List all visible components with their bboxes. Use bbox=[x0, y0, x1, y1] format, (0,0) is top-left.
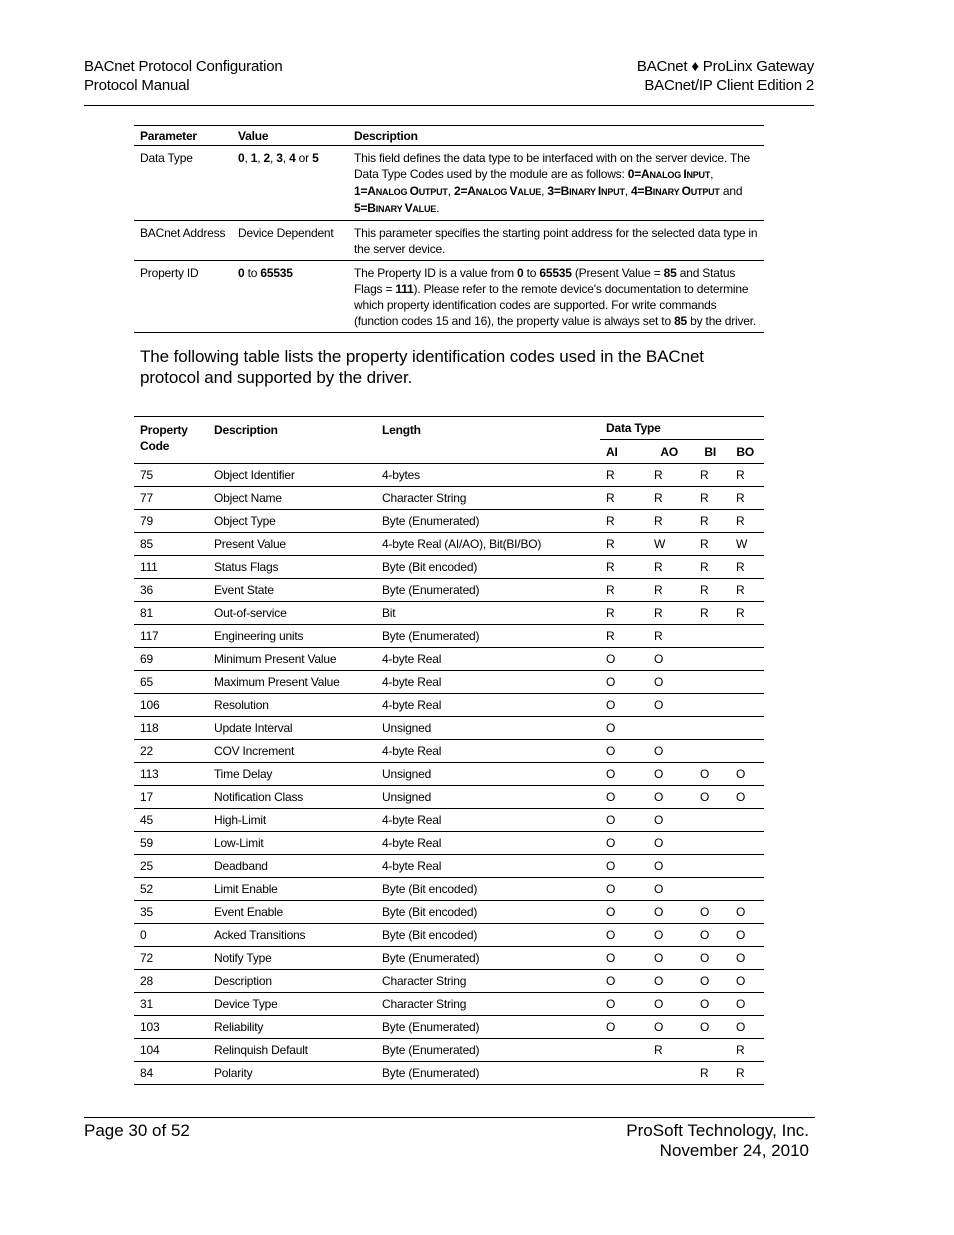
property-length: Byte (Enumerated) bbox=[376, 1039, 600, 1062]
type-bo: R bbox=[722, 487, 764, 510]
type-ao: O bbox=[640, 648, 684, 671]
type-ao: O bbox=[640, 832, 684, 855]
type-bo bbox=[722, 878, 764, 901]
property-length: Byte (Enumerated) bbox=[376, 947, 600, 970]
type-ao: O bbox=[640, 970, 684, 993]
property-code: 113 bbox=[134, 763, 208, 786]
property-description: High-Limit bbox=[208, 809, 376, 832]
type-bi bbox=[684, 809, 722, 832]
type-ai: O bbox=[600, 740, 640, 763]
property-description: Minimum Present Value bbox=[208, 648, 376, 671]
type-bi bbox=[684, 878, 722, 901]
property-description: Notification Class bbox=[208, 786, 376, 809]
intro-paragraph: The following table lists the property identification codes used in the BACnet protocol and supported by the driver. bbox=[140, 347, 704, 387]
property-code: 75 bbox=[134, 464, 208, 487]
type-bi: R bbox=[684, 579, 722, 602]
property-code: 85 bbox=[134, 533, 208, 556]
type-bi: O bbox=[684, 924, 722, 947]
property-code: 17 bbox=[134, 786, 208, 809]
type-ai: R bbox=[600, 464, 640, 487]
type-ai: R bbox=[600, 510, 640, 533]
property-length: Character String bbox=[376, 993, 600, 1016]
type-ai: O bbox=[600, 763, 640, 786]
page-header bbox=[84, 57, 814, 106]
table-row bbox=[134, 740, 764, 763]
table-row bbox=[134, 993, 764, 1016]
property-code: 25 bbox=[134, 855, 208, 878]
type-bi: R bbox=[684, 556, 722, 579]
property-code: 59 bbox=[134, 832, 208, 855]
property-code: 104 bbox=[134, 1039, 208, 1062]
table-row bbox=[134, 671, 764, 694]
property-description: Device Type bbox=[208, 993, 376, 1016]
type-bi bbox=[684, 648, 722, 671]
type-bo: O bbox=[722, 786, 764, 809]
company-name: ProSoft Technology, Inc. bbox=[626, 1121, 809, 1140]
type-ao: R bbox=[640, 556, 684, 579]
property-code: 79 bbox=[134, 510, 208, 533]
type-ai: O bbox=[600, 694, 640, 717]
type-bi: O bbox=[684, 1016, 722, 1039]
header-left bbox=[84, 57, 282, 95]
type-ai bbox=[600, 1039, 640, 1062]
property-length: Byte (Bit encoded) bbox=[376, 556, 600, 579]
property-length: Unsigned bbox=[376, 717, 600, 740]
type-ai: O bbox=[600, 901, 640, 924]
table-row bbox=[134, 763, 764, 786]
type-bi: R bbox=[684, 487, 722, 510]
property-length: Byte (Enumerated) bbox=[376, 510, 600, 533]
property-code: 45 bbox=[134, 809, 208, 832]
property-description: Engineering units bbox=[208, 625, 376, 648]
table-row bbox=[134, 579, 764, 602]
property-description: Deadband bbox=[208, 855, 376, 878]
property-code: 81 bbox=[134, 602, 208, 625]
type-bi: R bbox=[684, 510, 722, 533]
param-description: The Property ID is a value from 0 to 65535 (Present Value = 85 and Status Flags = 111). Please refer to the remote device's documentation to determine which property identification codes are supported. For write commands (function codes 15 and 16), the property value is always set to 85 by the driver. bbox=[348, 261, 764, 333]
type-ai: O bbox=[600, 993, 640, 1016]
type-ai: R bbox=[600, 625, 640, 648]
publish-date: November 24, 2010 bbox=[659, 1141, 809, 1160]
type-ai: O bbox=[600, 832, 640, 855]
type-ao: O bbox=[640, 901, 684, 924]
property-length: 4-byte Real bbox=[376, 809, 600, 832]
table-row bbox=[134, 855, 764, 878]
table-row bbox=[134, 1062, 764, 1085]
property-description: Status Flags bbox=[208, 556, 376, 579]
type-ai: O bbox=[600, 924, 640, 947]
param-description: This field defines the data type to be interfaced with on the server device. The Data Type Codes used by the module are as follows: 0=ANALOG INPUT, 1=ANALOG OUTPUT, 2=ANALOG VALUE, 3=BINARY INPUT, 4=BINARY OUTPUT and 5=BINARY VALUE. bbox=[348, 146, 764, 221]
table-row bbox=[134, 602, 764, 625]
type-bi bbox=[684, 694, 722, 717]
doc-subtitle: Protocol Manual bbox=[84, 77, 190, 94]
property-length: 4-byte Real bbox=[376, 694, 600, 717]
product-edition: BACnet/IP Client Edition 2 bbox=[644, 77, 814, 94]
type-ao bbox=[640, 1062, 684, 1085]
property-length: 4-byte Real bbox=[376, 648, 600, 671]
property-description: Event Enable bbox=[208, 901, 376, 924]
type-ai: O bbox=[600, 878, 640, 901]
table-row bbox=[134, 694, 764, 717]
property-description: Time Delay bbox=[208, 763, 376, 786]
page-footer bbox=[84, 1117, 815, 1160]
property-code: 77 bbox=[134, 487, 208, 510]
footer-right bbox=[626, 1121, 809, 1161]
property-length: Byte (Enumerated) bbox=[376, 1016, 600, 1039]
type-ai: O bbox=[600, 855, 640, 878]
property-code: 84 bbox=[134, 1062, 208, 1085]
type-bi bbox=[684, 671, 722, 694]
table-row bbox=[134, 901, 764, 924]
type-bo: R bbox=[722, 1039, 764, 1062]
table-row bbox=[134, 1039, 764, 1062]
type-bo bbox=[722, 740, 764, 763]
type-bi: R bbox=[684, 533, 722, 556]
property-description: Acked Transitions bbox=[208, 924, 376, 947]
type-bi: R bbox=[684, 602, 722, 625]
type-bo: O bbox=[722, 901, 764, 924]
type-bi: O bbox=[684, 970, 722, 993]
table-row bbox=[134, 464, 764, 487]
property-code: 72 bbox=[134, 947, 208, 970]
type-ao: O bbox=[640, 924, 684, 947]
type-bo bbox=[722, 809, 764, 832]
property-description: Object Identifier bbox=[208, 464, 376, 487]
type-ao: R bbox=[640, 464, 684, 487]
col-header-data-type: Data Type bbox=[600, 417, 764, 440]
property-description: Notify Type bbox=[208, 947, 376, 970]
property-description: Update Interval bbox=[208, 717, 376, 740]
type-ao: O bbox=[640, 671, 684, 694]
col-header-parameter: Parameter bbox=[134, 126, 232, 146]
property-code: 103 bbox=[134, 1016, 208, 1039]
table-row bbox=[134, 487, 764, 510]
property-description: Out-of-service bbox=[208, 602, 376, 625]
property-code: 111 bbox=[134, 556, 208, 579]
param-name: Property ID bbox=[134, 261, 232, 333]
type-bo: R bbox=[722, 602, 764, 625]
param-value: Device Dependent bbox=[232, 221, 348, 261]
table-row bbox=[134, 261, 764, 333]
table-row bbox=[134, 832, 764, 855]
table-row bbox=[134, 786, 764, 809]
property-length: Character String bbox=[376, 487, 600, 510]
type-bo bbox=[722, 832, 764, 855]
property-length: Byte (Enumerated) bbox=[376, 1062, 600, 1085]
property-length: Byte (Bit encoded) bbox=[376, 901, 600, 924]
type-bo bbox=[722, 717, 764, 740]
table-row bbox=[134, 625, 764, 648]
type-bi bbox=[684, 625, 722, 648]
type-ao: O bbox=[640, 993, 684, 1016]
type-bo: O bbox=[722, 970, 764, 993]
type-ai: R bbox=[600, 556, 640, 579]
table-row bbox=[134, 924, 764, 947]
property-length: 4-byte Real bbox=[376, 855, 600, 878]
type-bi bbox=[684, 717, 722, 740]
property-code: 35 bbox=[134, 901, 208, 924]
type-bi: O bbox=[684, 947, 722, 970]
type-bo bbox=[722, 648, 764, 671]
type-ai: O bbox=[600, 1016, 640, 1039]
property-description: Present Value bbox=[208, 533, 376, 556]
type-ai: R bbox=[600, 533, 640, 556]
type-ao: R bbox=[640, 510, 684, 533]
property-code: 65 bbox=[134, 671, 208, 694]
param-description: This parameter specifies the starting point address for the selected data type in the server device. bbox=[348, 221, 764, 261]
type-bo bbox=[722, 694, 764, 717]
type-ai: O bbox=[600, 947, 640, 970]
col-header-bo: BO bbox=[722, 440, 764, 464]
property-length: 4-byte Real bbox=[376, 740, 600, 763]
col-header-length: Length bbox=[376, 417, 600, 464]
page-number: Page 30 of 52 bbox=[84, 1121, 190, 1140]
property-length: Byte (Enumerated) bbox=[376, 625, 600, 648]
table-row bbox=[134, 533, 764, 556]
type-ao: O bbox=[640, 947, 684, 970]
table-row bbox=[134, 146, 764, 221]
type-ai: O bbox=[600, 671, 640, 694]
type-bo: O bbox=[722, 924, 764, 947]
type-ai bbox=[600, 1062, 640, 1085]
type-bo: O bbox=[722, 1016, 764, 1039]
property-length: Byte (Bit encoded) bbox=[376, 924, 600, 947]
product-name: BACnet ♦ ProLinx Gateway bbox=[636, 58, 814, 75]
type-ai: O bbox=[600, 717, 640, 740]
type-ai: R bbox=[600, 602, 640, 625]
property-description: COV Increment bbox=[208, 740, 376, 763]
property-code: 31 bbox=[134, 993, 208, 1016]
type-bo: W bbox=[722, 533, 764, 556]
type-bi bbox=[684, 1039, 722, 1062]
property-code: 69 bbox=[134, 648, 208, 671]
type-ao: O bbox=[640, 740, 684, 763]
property-length: 4-byte Real (AI/AO), Bit(BI/BO) bbox=[376, 533, 600, 556]
type-ao: O bbox=[640, 809, 684, 832]
property-description: Reliability bbox=[208, 1016, 376, 1039]
property-code: 52 bbox=[134, 878, 208, 901]
property-description: Event State bbox=[208, 579, 376, 602]
param-value: 0 to 65535 bbox=[232, 261, 348, 333]
type-bo: R bbox=[722, 1062, 764, 1085]
property-length: 4-byte Real bbox=[376, 671, 600, 694]
col-header-description: Description bbox=[348, 126, 764, 146]
type-bo: R bbox=[722, 464, 764, 487]
type-bo bbox=[722, 855, 764, 878]
property-description: Resolution bbox=[208, 694, 376, 717]
type-bo: R bbox=[722, 556, 764, 579]
property-description: Object Type bbox=[208, 510, 376, 533]
type-ao: W bbox=[640, 533, 684, 556]
type-ao: O bbox=[640, 1016, 684, 1039]
type-ao: O bbox=[640, 855, 684, 878]
table-row bbox=[134, 1016, 764, 1039]
code-table-header-row bbox=[134, 417, 764, 440]
col-header-ao: AO bbox=[640, 440, 684, 464]
type-ao: O bbox=[640, 878, 684, 901]
type-ao: R bbox=[640, 579, 684, 602]
type-ai: O bbox=[600, 648, 640, 671]
property-description: Description bbox=[208, 970, 376, 993]
property-code: 0 bbox=[134, 924, 208, 947]
parameter-table-header bbox=[134, 126, 764, 146]
type-ao: R bbox=[640, 625, 684, 648]
col-header-ai: AI bbox=[600, 440, 640, 464]
property-code: 22 bbox=[134, 740, 208, 763]
type-bo: O bbox=[722, 947, 764, 970]
type-ao: O bbox=[640, 763, 684, 786]
type-bi: R bbox=[684, 464, 722, 487]
property-code-table bbox=[134, 416, 764, 1085]
type-ao: O bbox=[640, 694, 684, 717]
table-row bbox=[134, 556, 764, 579]
param-value: 0, 1, 2, 3, 4 or 5 bbox=[232, 146, 348, 221]
table-row bbox=[134, 878, 764, 901]
property-description: Limit Enable bbox=[208, 878, 376, 901]
col-header-description: Description bbox=[208, 417, 376, 464]
type-bo: O bbox=[722, 993, 764, 1016]
type-ao bbox=[640, 717, 684, 740]
header-right bbox=[637, 57, 814, 95]
param-name: BACnet Address bbox=[134, 221, 232, 261]
property-code: 118 bbox=[134, 717, 208, 740]
type-bo bbox=[722, 625, 764, 648]
property-description: Low-Limit bbox=[208, 832, 376, 855]
property-description: Relinquish Default bbox=[208, 1039, 376, 1062]
property-code: 28 bbox=[134, 970, 208, 993]
type-bi: O bbox=[684, 786, 722, 809]
col-header-bi: BI bbox=[684, 440, 722, 464]
type-ao: R bbox=[640, 602, 684, 625]
type-bi bbox=[684, 832, 722, 855]
property-length: Unsigned bbox=[376, 786, 600, 809]
type-ao: O bbox=[640, 786, 684, 809]
property-length: Byte (Enumerated) bbox=[376, 579, 600, 602]
table-row bbox=[134, 809, 764, 832]
table-row bbox=[134, 970, 764, 993]
type-bi bbox=[684, 855, 722, 878]
type-bo: R bbox=[722, 579, 764, 602]
property-length: Byte (Bit encoded) bbox=[376, 878, 600, 901]
type-ai: O bbox=[600, 786, 640, 809]
col-header-property-code: Property Code bbox=[134, 417, 208, 464]
type-bi: O bbox=[684, 993, 722, 1016]
property-length: 4-bytes bbox=[376, 464, 600, 487]
property-code: 106 bbox=[134, 694, 208, 717]
type-bi: O bbox=[684, 901, 722, 924]
type-ao: R bbox=[640, 487, 684, 510]
property-description: Object Name bbox=[208, 487, 376, 510]
type-ai: O bbox=[600, 970, 640, 993]
property-length: Character String bbox=[376, 970, 600, 993]
type-ao: R bbox=[640, 1039, 684, 1062]
table-row bbox=[134, 717, 764, 740]
property-description: Polarity bbox=[208, 1062, 376, 1085]
table-row bbox=[134, 947, 764, 970]
table-row bbox=[134, 510, 764, 533]
col-header-value: Value bbox=[232, 126, 348, 146]
property-code: 117 bbox=[134, 625, 208, 648]
property-description: Maximum Present Value bbox=[208, 671, 376, 694]
type-bo: R bbox=[722, 510, 764, 533]
param-name: Data Type bbox=[134, 146, 232, 221]
type-bo: O bbox=[722, 763, 764, 786]
table-row bbox=[134, 648, 764, 671]
property-length: Bit bbox=[376, 602, 600, 625]
type-bi: R bbox=[684, 1062, 722, 1085]
type-bi bbox=[684, 740, 722, 763]
parameter-table bbox=[134, 125, 764, 333]
type-bo bbox=[722, 671, 764, 694]
type-ai: R bbox=[600, 487, 640, 510]
type-ai: R bbox=[600, 579, 640, 602]
type-bi: O bbox=[684, 763, 722, 786]
type-ai: O bbox=[600, 809, 640, 832]
property-length: 4-byte Real bbox=[376, 832, 600, 855]
doc-title: BACnet Protocol Configuration bbox=[84, 58, 283, 75]
property-code: 36 bbox=[134, 579, 208, 602]
table-row bbox=[134, 221, 764, 261]
property-length: Unsigned bbox=[376, 763, 600, 786]
